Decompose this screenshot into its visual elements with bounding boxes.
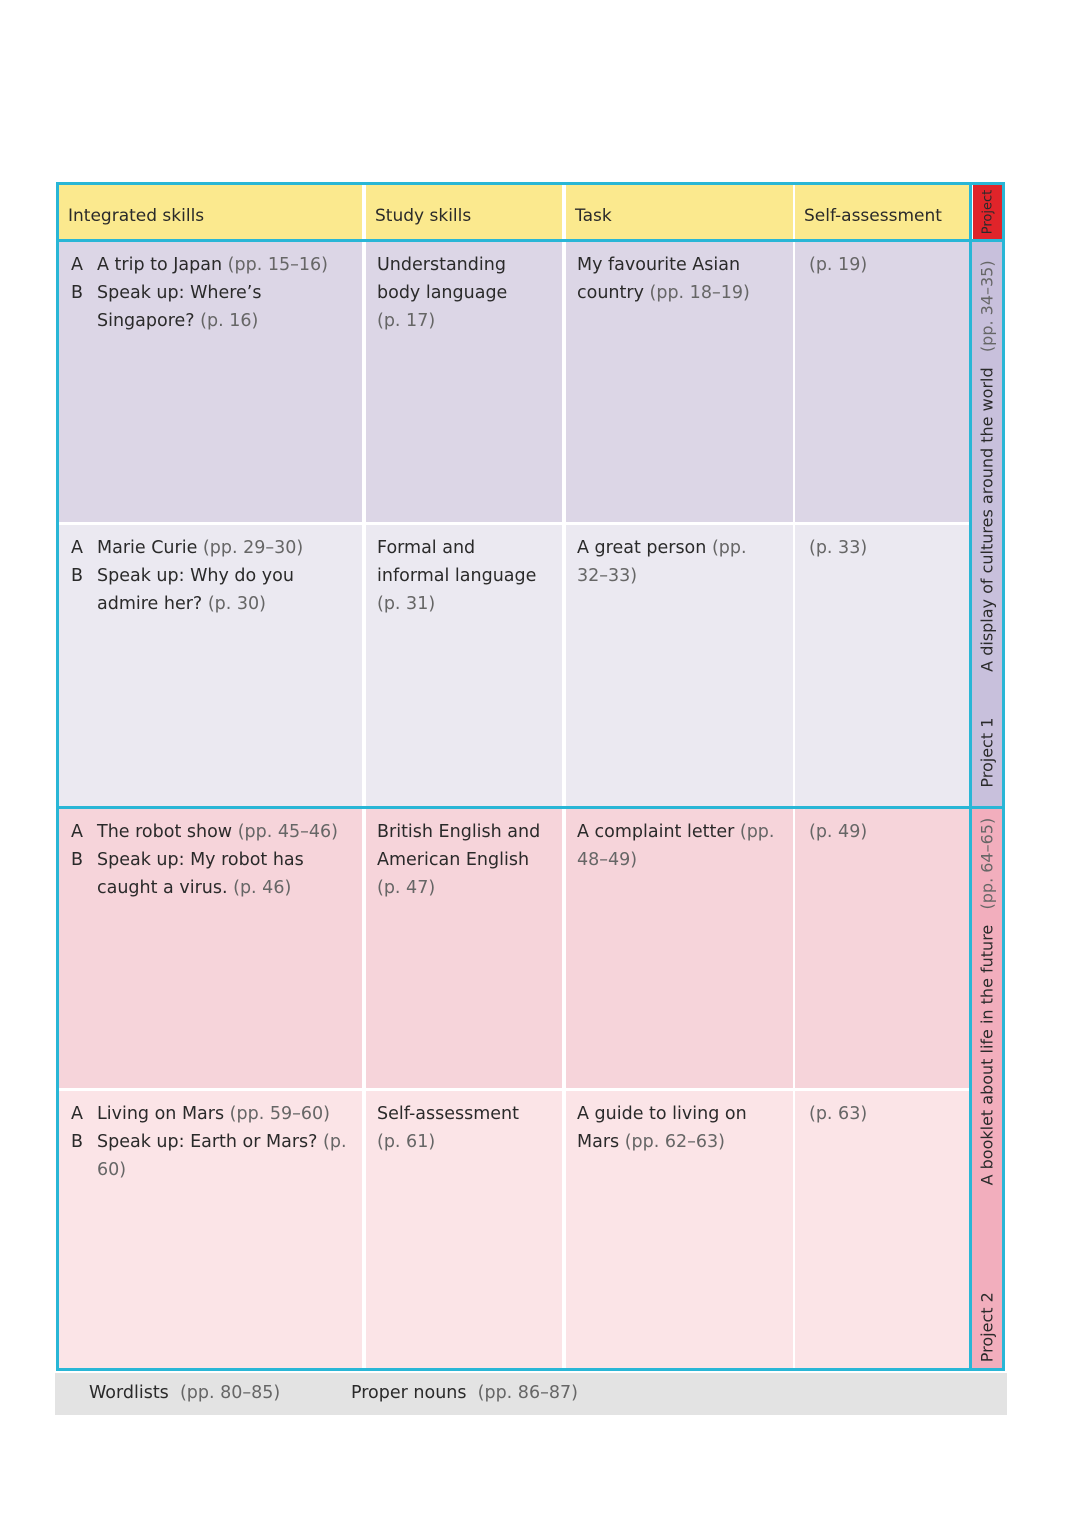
wordlists-entry: Wordlists (pp. 80–85) [89, 1383, 281, 1403]
self-assessment-pages: (p. 19) [809, 255, 868, 275]
lesson-text: Speak up: Where’s Singapore? (p. 16) [97, 283, 262, 331]
side-column-divider [969, 185, 972, 1371]
lesson-letter: A [71, 255, 83, 275]
study-pages: (p. 17) [377, 311, 436, 331]
lesson-text: Speak up: Earth or Mars? (p. 60) [97, 1132, 347, 1180]
header-self-assessment: Self-assessment [795, 185, 969, 239]
task-pages: (pp. 62–63) [624, 1132, 726, 1152]
lesson-letter: B [71, 283, 84, 303]
lesson-letter: B [71, 1132, 84, 1152]
study-title: Formal and informal language [377, 538, 537, 586]
header-integrated-skills: Integrated skills [59, 185, 362, 239]
task-title: My favourite Asian country [577, 255, 741, 303]
task-pages: (pp. 18–19) [649, 283, 750, 303]
header-divider [56, 239, 1005, 242]
proper-nouns-entry: Proper nouns (pp. 86–87) [351, 1383, 578, 1403]
lesson-text: Speak up: Why do you admire her? (p. 30) [97, 566, 294, 614]
study-pages: (p. 31) [377, 594, 436, 614]
lesson-letter: A [71, 538, 83, 558]
self-assessment-pages: (p. 33) [809, 538, 868, 558]
lesson-text: A trip to Japan (pp. 15–16) [97, 255, 328, 275]
lesson-text: Living on Mars (pp. 59–60) [97, 1104, 330, 1124]
project-1-label: Project 1 A display of cultures around the world (pp. 34–35) [977, 260, 997, 788]
study-title: Understanding body language [377, 255, 508, 303]
header-project: Project [973, 185, 1002, 239]
lesson-letter: A [71, 1104, 83, 1124]
task-pages: (pp. 32–33) [577, 538, 747, 586]
study-title: Self-assessment [377, 1104, 519, 1124]
lesson-text: The robot show (pp. 45–46) [97, 822, 338, 842]
project-divider [56, 806, 1005, 809]
task-title: A complaint letter [577, 822, 735, 842]
footer-bar [55, 1373, 1007, 1415]
header-study-skills: Study skills [366, 185, 562, 239]
study-pages: (p. 61) [377, 1132, 436, 1152]
study-title: British English and American English [377, 822, 541, 870]
table-frame [56, 182, 1005, 1371]
lesson-letter: B [71, 850, 84, 870]
project-2-label: Project 2 A booklet about life in the future (pp. 64–65) [977, 817, 997, 1363]
task-pages: (pp. 48–49) [577, 822, 775, 870]
self-assessment-pages: (p. 49) [809, 822, 868, 842]
lesson-letter: B [71, 566, 84, 586]
lesson-text: Speak up: My robot has caught a virus. (p. 46) [97, 850, 304, 898]
lesson-letter: A [71, 822, 83, 842]
task-title: A guide to living on Mars [577, 1104, 747, 1152]
task-title: A great person [577, 538, 707, 558]
self-assessment-pages: (p. 63) [809, 1104, 868, 1124]
lesson-text: Marie Curie (pp. 29–30) [97, 538, 304, 558]
header-task: Task [566, 185, 793, 239]
study-pages: (p. 47) [377, 878, 436, 898]
